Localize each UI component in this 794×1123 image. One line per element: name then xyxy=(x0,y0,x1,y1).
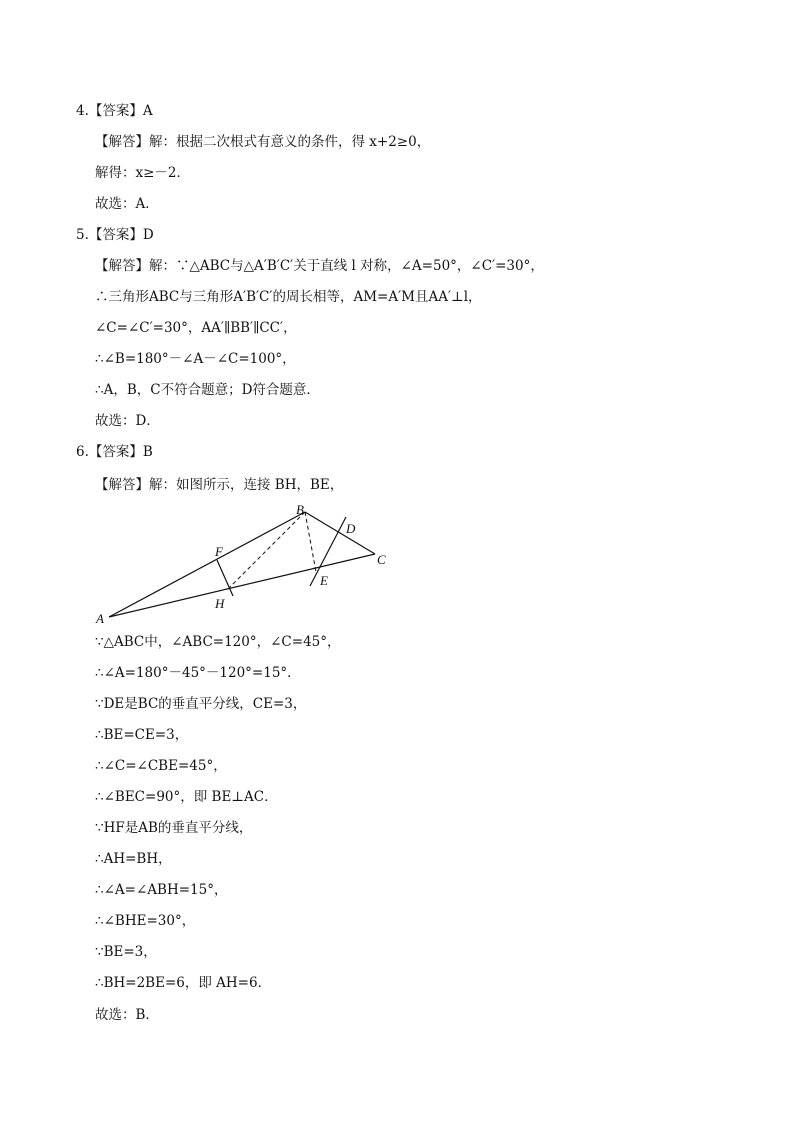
q6-solution-line-12: ∴BH=2BE=6，即 AH=6． xyxy=(95,975,272,991)
q6-solution-line-5: ∴∠C=∠CBE=45°， xyxy=(95,758,227,774)
q4-solution-line-2: 解得：x≥－2． xyxy=(95,165,191,181)
label-b: B xyxy=(296,502,304,517)
perpendicular-bisector-de xyxy=(310,517,346,586)
q6-solution-line-8: ∴AH=BH， xyxy=(95,851,172,867)
q6-solution-line-9: ∴∠A=∠ABH=15°， xyxy=(95,882,228,898)
triangle-figure xyxy=(93,500,393,626)
q5-solution-line-4: ∴∠B=180°－∠A－∠C=100°， xyxy=(95,351,296,367)
q6-solution-intro: 【解答】解：如图所示，连接 BH，BE， xyxy=(95,477,344,493)
q6-solution-line-6: ∴∠BEC=90°，即 BE⊥AC． xyxy=(95,789,278,805)
q4-solution-line-3: 故选：A． xyxy=(95,196,159,212)
q6-answer-header: 6.【答案】B xyxy=(76,444,153,460)
label-h: H xyxy=(215,596,225,611)
label-e: E xyxy=(320,573,328,588)
q5-solution-line-2: ∴三角形ABC与三角形A′B′C′的周长相等，AM=A′M且AA′⊥l， xyxy=(95,289,482,305)
segment-be-dashed xyxy=(305,512,316,572)
q5-solution-line-6: 故选：D． xyxy=(95,413,160,429)
q6-solution-line-10: ∴∠BHE=30°， xyxy=(95,913,196,929)
q5-solution-line-3: ∠C=∠C′=30°，AA′∥BB′∥CC′， xyxy=(95,320,297,336)
q6-solution-line-13: 故选：B． xyxy=(95,1007,159,1023)
segment-bc xyxy=(305,512,375,554)
q5-solution-line-5: ∴A，B，C不符合题意；D符合题意． xyxy=(95,382,320,398)
label-d: D xyxy=(346,521,356,536)
q4-answer-header: 4.【答案】A xyxy=(76,103,153,119)
q6-solution-line-1: ∵△ABC中，∠ABC=120°，∠C=45°， xyxy=(95,634,341,650)
label-c: C xyxy=(377,552,386,567)
q5-solution-line-1: 【解答】解：∵△ABC与△A′B′C′关于直线 l 对称，∠A=50°，∠C′=30°， xyxy=(95,258,544,274)
q6-solution-line-11: ∵BE=3， xyxy=(95,944,157,960)
q6-solution-line-2: ∴∠A=180°－45°－120°=15°． xyxy=(95,665,301,681)
segment-ac xyxy=(109,554,375,617)
q6-solution-line-7: ∵HF是AB的垂直平分线， xyxy=(95,820,253,836)
label-a: A xyxy=(96,611,104,626)
q6-solution-line-4: ∴BE=CE=3， xyxy=(95,727,189,743)
q6-solution-line-3: ∵DE是BC的垂直平分线，CE=3， xyxy=(95,696,307,712)
segment-bh-dashed xyxy=(227,512,305,590)
segment-ab xyxy=(109,512,305,617)
label-f: F xyxy=(215,544,223,559)
q5-answer-header: 5.【答案】D xyxy=(76,227,154,243)
q4-solution-line-1: 【解答】解：根据二次根式有意义的条件，得 x+2≥0， xyxy=(95,134,431,150)
